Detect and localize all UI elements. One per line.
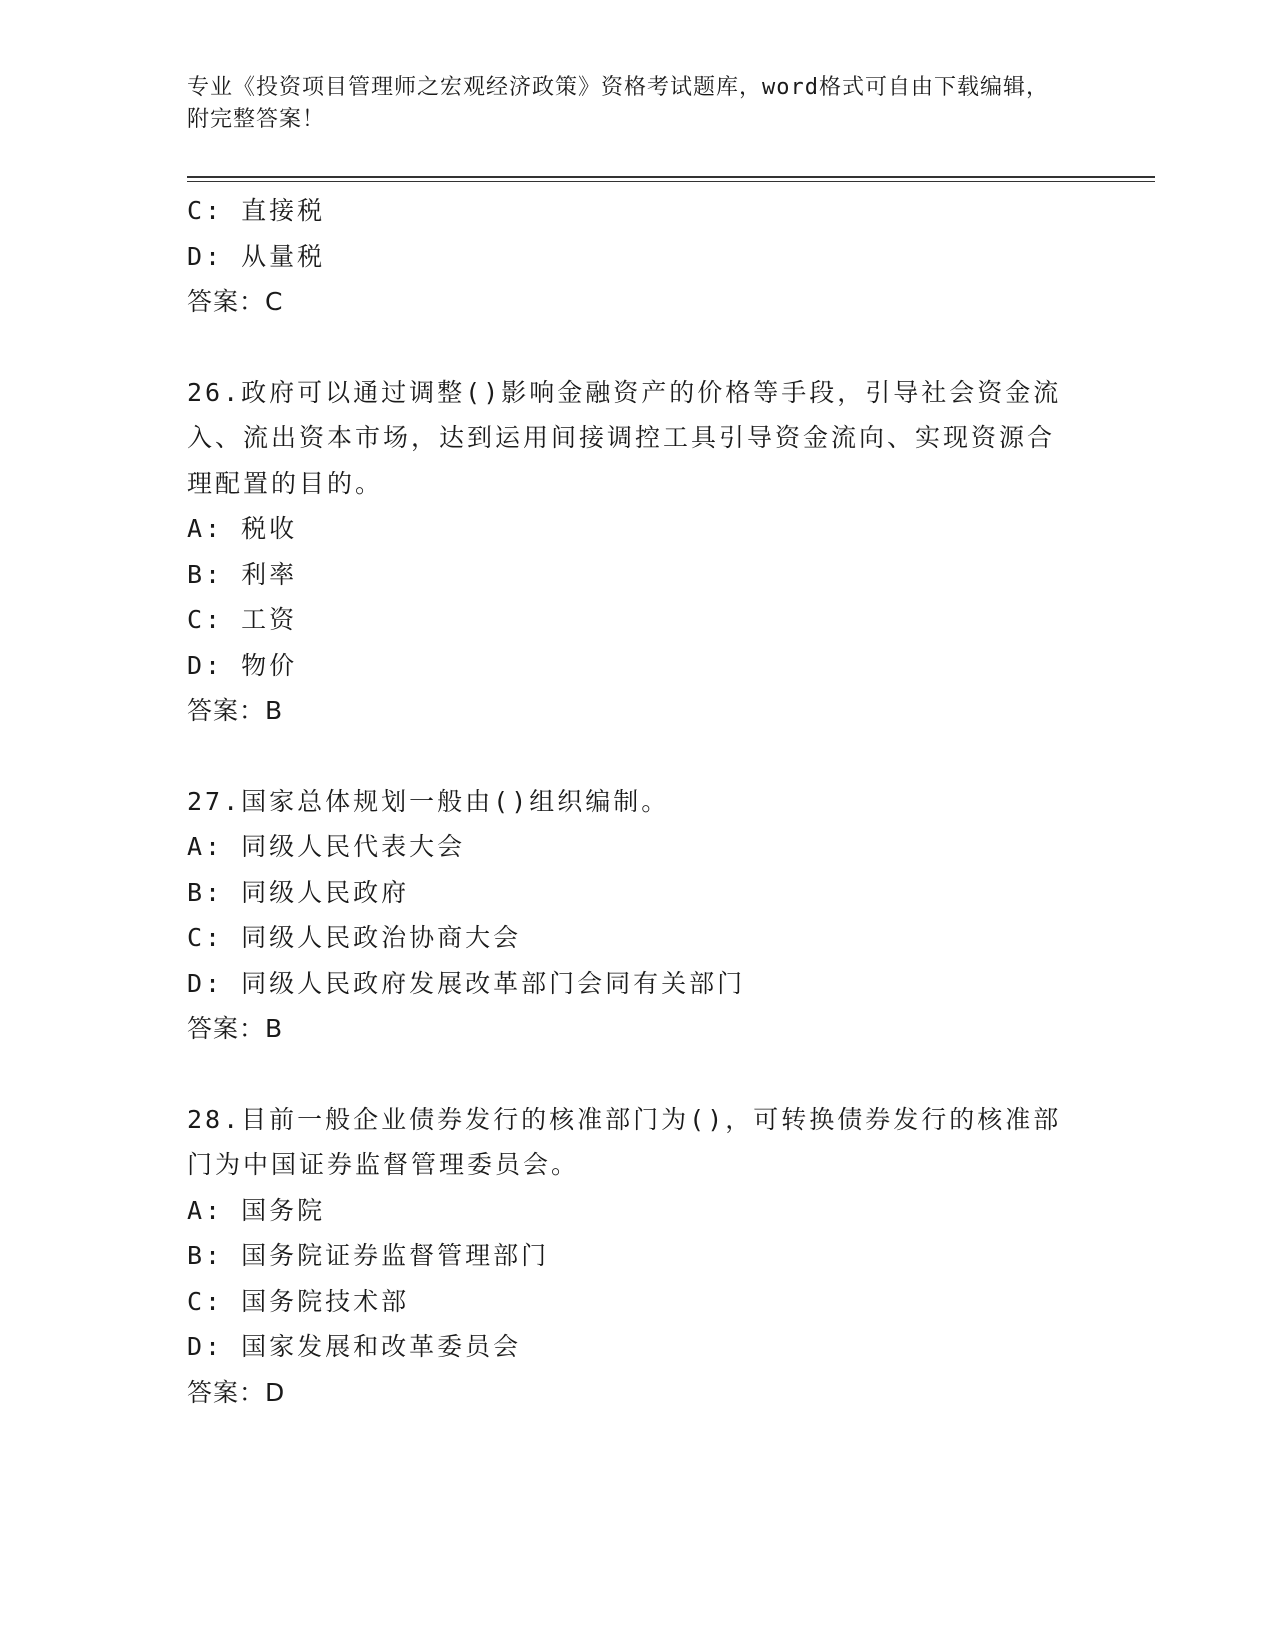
option-a: A: 同级人民代表大会 — [187, 832, 466, 861]
option-c: C: 同级人民政治协商大会 — [187, 923, 522, 952]
question-27 — [187, 779, 1087, 1052]
option-b: B: 同级人民政府 — [187, 877, 410, 907]
option-c: C: 国务院技术部 — [187, 1286, 410, 1316]
answer-line: 答案：B — [187, 1014, 284, 1043]
question-stem: 26.政府可以通过调整()影响金融资产的价格等手段，引导社会资金流入、流出资本市场，达到运用间接调控工具引导资金流向、实现资源合理配置的目的。 — [187, 377, 1062, 498]
option-d: D: 国家发展和改革委员会 — [187, 1332, 522, 1361]
option-a: A: 国务院 — [187, 1195, 326, 1225]
question-26 — [187, 370, 1087, 734]
option-b: B: 国务院证券监督管理部门 — [187, 1241, 550, 1270]
header-title: 专业《投资项目管理师之宏观经济政策》资格考试题库，word格式可自由下载编辑，附完整答案！ — [187, 75, 1049, 132]
option-a: A: 税收 — [187, 514, 298, 543]
question-stem: 28.目前一般企业债券发行的核准部门为()，可转换债券发行的核准部门为中国证券监督管理委员会。 — [187, 1104, 1062, 1179]
page-header — [187, 72, 1067, 136]
answer-line: 答案：D — [187, 1377, 286, 1407]
option-c: C: 直接税 — [187, 196, 326, 225]
question-28 — [187, 1097, 1087, 1416]
option-c: C: 工资 — [187, 605, 298, 634]
answer-line: 答案：C — [187, 287, 284, 316]
header-divider — [187, 176, 1155, 182]
question-25-partial — [187, 188, 1087, 325]
option-b: B: 利率 — [187, 559, 298, 589]
question-stem: 27.国家总体规划一般由()组织编制。 — [187, 786, 670, 816]
option-d: D: 物价 — [187, 650, 298, 680]
option-d: D: 从量税 — [187, 241, 326, 271]
question-list — [187, 188, 1087, 1415]
option-d: D: 同级人民政府发展改革部门会同有关部门 — [187, 968, 746, 998]
answer-line: 答案：B — [187, 696, 284, 725]
